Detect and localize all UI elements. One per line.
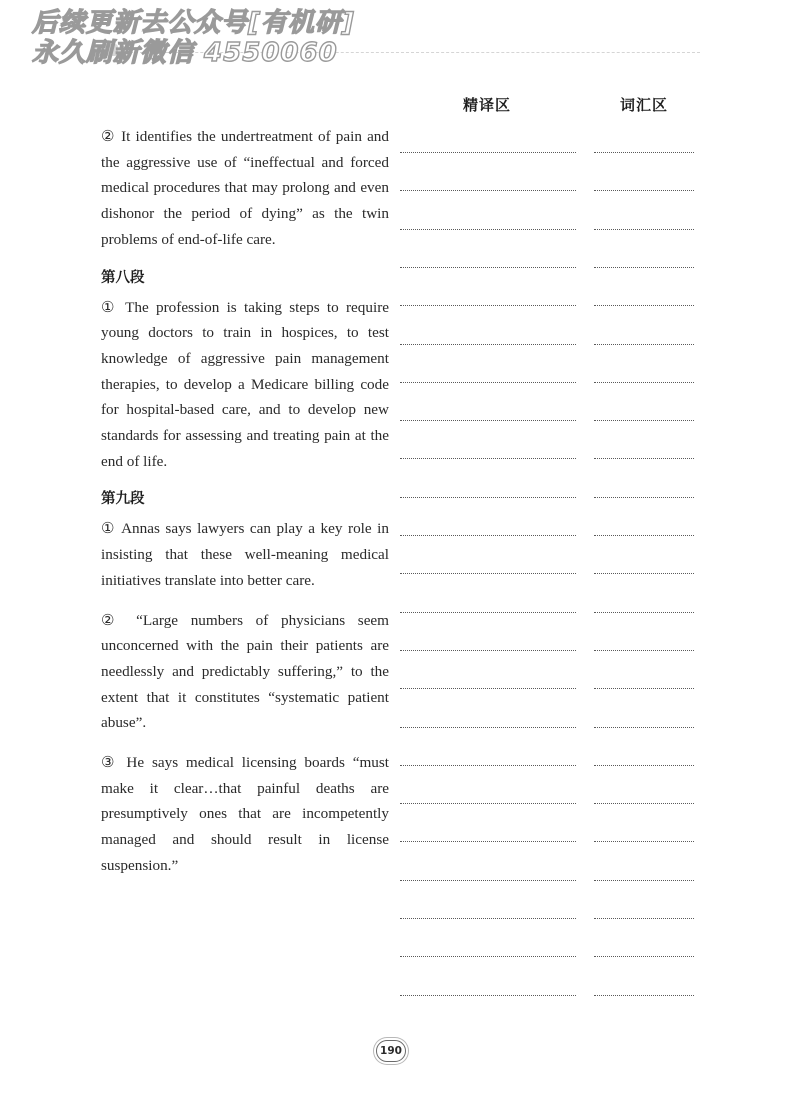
vocabulary-writing-line: [594, 573, 694, 574]
vocabulary-column-heading: 词汇区: [620, 96, 669, 114]
vocabulary-writing-line: [594, 841, 694, 842]
translation-writing-line: [400, 382, 576, 383]
vocabulary-writing-line: [594, 995, 694, 996]
section-heading: 第九段: [101, 491, 145, 508]
translation-writing-line: [400, 458, 576, 459]
translation-writing-line: [400, 803, 576, 804]
translation-writing-line: [400, 305, 576, 306]
translation-column-heading: 精译区: [463, 96, 512, 114]
passage-text-column: [101, 124, 389, 879]
vocabulary-writing-line: [594, 612, 694, 613]
translation-writing-line: [400, 344, 576, 345]
paragraph: ① Annas says lawyers can play a key role in insisting that these well-meaning medical initiatives translate into better care.: [101, 520, 389, 589]
translation-writing-line: [400, 535, 576, 536]
translation-writing-line: [400, 918, 576, 919]
vocabulary-writing-line: [594, 497, 694, 498]
header-logo-icon: [92, 44, 118, 56]
translation-writing-line: [400, 995, 576, 996]
vocabulary-writing-line: [594, 650, 694, 651]
vocabulary-writing-line: [594, 344, 694, 345]
vocabulary-writing-line: [594, 727, 694, 728]
translation-writing-line: [400, 765, 576, 766]
vocabulary-writing-line: [594, 880, 694, 881]
vocabulary-writing-line: [594, 267, 694, 268]
translation-writing-line: [400, 650, 576, 651]
translation-writing-line: [400, 497, 576, 498]
watermark-line-2: 永久刷新微信 4550060: [32, 38, 338, 68]
vocabulary-writing-line: [594, 458, 694, 459]
vocabulary-writing-line: [594, 688, 694, 689]
vocabulary-writing-line: [594, 765, 694, 766]
vocabulary-writing-line: [594, 918, 694, 919]
vocabulary-writing-line: [594, 382, 694, 383]
paragraph: ③ He says medical licensing boards “must make it clear…that painful deaths are presumptively ones that are incompetently managed and should result in license suspension.”: [101, 754, 389, 874]
translation-writing-line: [400, 152, 576, 153]
paragraph: ① The profession is taking steps to require young doctors to train in hospices, to test knowledge of aggressive pain management therapies, to develop a Medicare billing code for hospital-based care, and to develop new standards for assessing and treating pain at the end of life.: [101, 298, 389, 470]
translation-writing-line: [400, 841, 576, 842]
paragraph: ② “Large numbers of physicians seem unconcerned with the pain their patients are needlessly and predictably suffering,” to the extent that it constitutes “systematic patient abuse”.: [101, 611, 389, 732]
page-number-badge: 190: [376, 1040, 406, 1062]
translation-writing-line: [400, 956, 576, 957]
vocabulary-writing-line: [594, 152, 694, 153]
vocabulary-writing-line: [594, 956, 694, 957]
vocabulary-writing-line: [594, 229, 694, 230]
watermark: [32, 8, 355, 68]
translation-writing-line: [400, 880, 576, 881]
translation-writing-line: [400, 612, 576, 613]
watermark-line-1: 后续更新去公众号[有机研]: [32, 8, 355, 38]
section-heading: 第八段: [101, 269, 145, 286]
vocabulary-writing-line: [594, 190, 694, 191]
vocabulary-writing-line: [594, 803, 694, 804]
header-divider: [120, 52, 700, 53]
translation-writing-line: [400, 727, 576, 728]
translation-writing-line: [400, 688, 576, 689]
translation-writing-line: [400, 573, 576, 574]
translation-writing-line: [400, 420, 576, 421]
vocabulary-writing-line: [594, 420, 694, 421]
translation-writing-line: [400, 190, 576, 191]
translation-writing-line: [400, 229, 576, 230]
vocabulary-writing-line: [594, 535, 694, 536]
translation-writing-line: [400, 267, 576, 268]
paragraph: ② It identifies the undertreatment of pain and the aggressive use of “ineffectual and forced medical procedures that may prolong and even dishonor the period of dying” as the twin problems of end-of-life care.: [101, 128, 389, 248]
vocabulary-writing-line: [594, 305, 694, 306]
